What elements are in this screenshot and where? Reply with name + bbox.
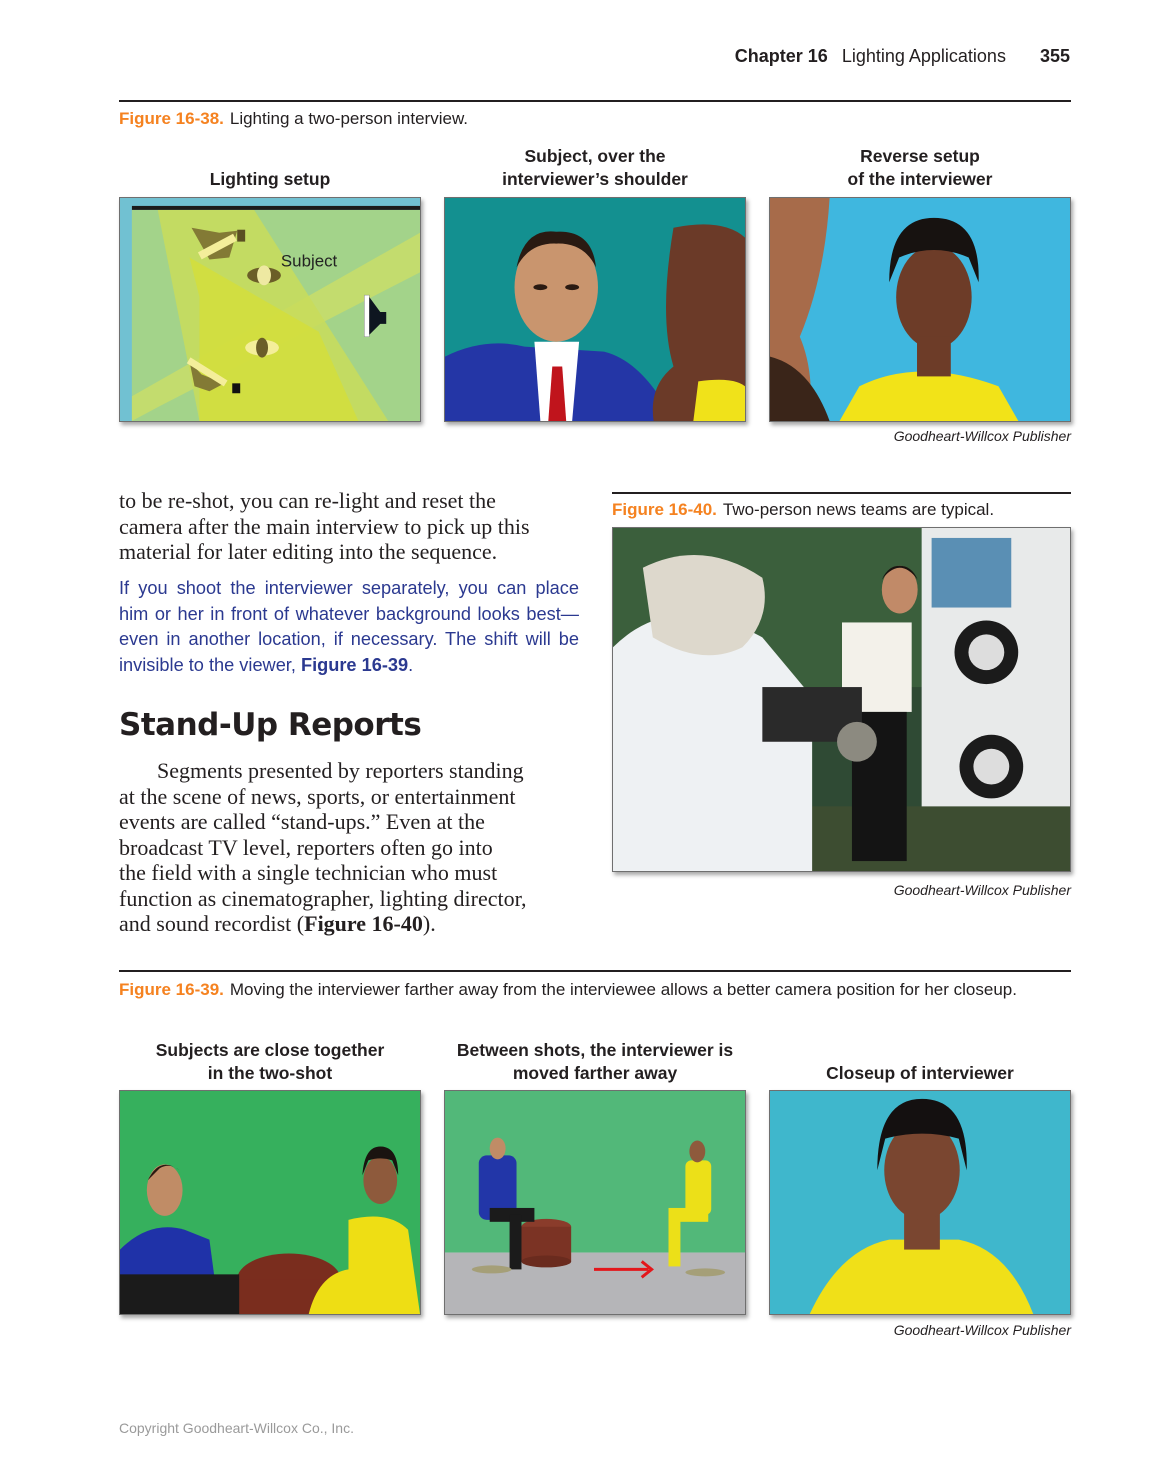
panel-label-lighting-setup <box>119 145 421 191</box>
moved-farther-photo <box>444 1090 746 1315</box>
figure-reference-16-39[interactable]: Figure 16-39 <box>300 654 409 675</box>
two-shot-photo <box>119 1090 421 1315</box>
text-line: at the scene of news, sports, or entertainment <box>119 783 516 809</box>
page-number: 355 <box>1039 46 1070 66</box>
label-line: in the two-shot <box>207 1063 333 1083</box>
line-text: and sound recordist ( <box>119 911 305 936</box>
line-text: ). <box>422 911 436 936</box>
text-line: the field with a single technician who must <box>119 860 498 885</box>
news-team-photo <box>612 527 1071 872</box>
panel-label-closeup <box>769 1039 1071 1085</box>
label-line <box>769 1039 1071 1062</box>
label-line: Closeup of interviewer <box>826 1063 1014 1083</box>
label-line: Between shots, the interviewer is <box>456 1040 734 1060</box>
copyright-footer: Copyright Goodheart-Willcox Co., Inc. <box>119 1420 354 1436</box>
reverse-setup-photo <box>769 197 1071 422</box>
punctuation: . <box>408 654 414 675</box>
figure-rule <box>119 100 1071 102</box>
text-line: camera after the main interview to pick up this <box>119 513 530 539</box>
svg-text:Subject: Subject <box>280 251 338 271</box>
figure-16-39-caption <box>119 978 1059 1001</box>
figure-number: Figure 16-38. <box>119 109 224 128</box>
caption-text: Moving the interviewer farther away from the interviewee allows a better camera position for her closeup. <box>229 980 1017 999</box>
label-line <box>119 145 421 168</box>
figure-reference-16-40[interactable]: Figure 16-40 <box>304 911 423 936</box>
figure-number: Figure 16-40. <box>612 500 717 519</box>
blue-paragraph <box>119 576 579 678</box>
subject-over-shoulder-photo <box>444 197 746 422</box>
figure-16-40-caption <box>612 498 1071 521</box>
text-line: function as cinematographer, lighting director, <box>119 885 527 911</box>
label-line: moved farther away <box>512 1063 678 1083</box>
figure-rule <box>612 492 1071 494</box>
label-line: of the interviewer <box>847 169 993 189</box>
text-line: events are called “stand-ups.” Even at the <box>119 809 485 834</box>
label-line: interviewer’s shoulder <box>502 169 688 189</box>
continued-paragraph <box>119 488 579 565</box>
section-heading: Stand-Up Reports <box>119 707 422 743</box>
chapter-title: Lighting Applications <box>841 46 1006 66</box>
label-line: Reverse setup <box>860 146 980 166</box>
panel-label-moved-farther <box>444 1039 746 1085</box>
line-text: Segments presented by reporters standing <box>157 758 524 783</box>
lighting-setup-diagram <box>119 197 421 422</box>
running-header <box>735 46 1070 67</box>
chapter-number: Chapter 16 <box>734 46 828 66</box>
text-line: broadcast TV level, reporters often go into <box>119 834 493 860</box>
photo-credit: Goodheart-Willcox Publisher <box>893 882 1071 898</box>
caption-text: Lighting a two-person interview. <box>229 109 469 128</box>
photo-credit: Goodheart-Willcox Publisher <box>893 428 1071 444</box>
caption-text: Two-person news teams are typical. <box>722 500 995 519</box>
panel-label-two-shot <box>119 1039 421 1085</box>
label-line: Subject, over the <box>524 146 666 166</box>
label-line: Lighting setup <box>209 169 331 189</box>
photo-credit: Goodheart-Willcox Publisher <box>893 1322 1071 1338</box>
panel-label-subject-over-shoulder <box>444 145 746 191</box>
panel-label-reverse-setup <box>769 145 1071 191</box>
closeup-photo <box>769 1090 1071 1315</box>
standup-paragraph <box>119 758 589 937</box>
text-line <box>119 911 589 937</box>
figure-16-38-caption <box>119 107 1071 130</box>
label-line: Subjects are close together <box>155 1040 385 1060</box>
figure-rule <box>119 970 1071 972</box>
figure-number: Figure 16-39. <box>119 980 224 999</box>
text-line: material for later editing into the sequence. <box>119 539 498 564</box>
text-line: to be re-shot, you can re-light and reset the <box>119 488 496 513</box>
text-line <box>119 758 589 784</box>
blue-paragraph-text: If you shoot the interviewer separately, you can place him or her in front of whatever background looks best—even in another location, if necessary. The shift will be invisible to the viewer, <box>119 578 579 675</box>
